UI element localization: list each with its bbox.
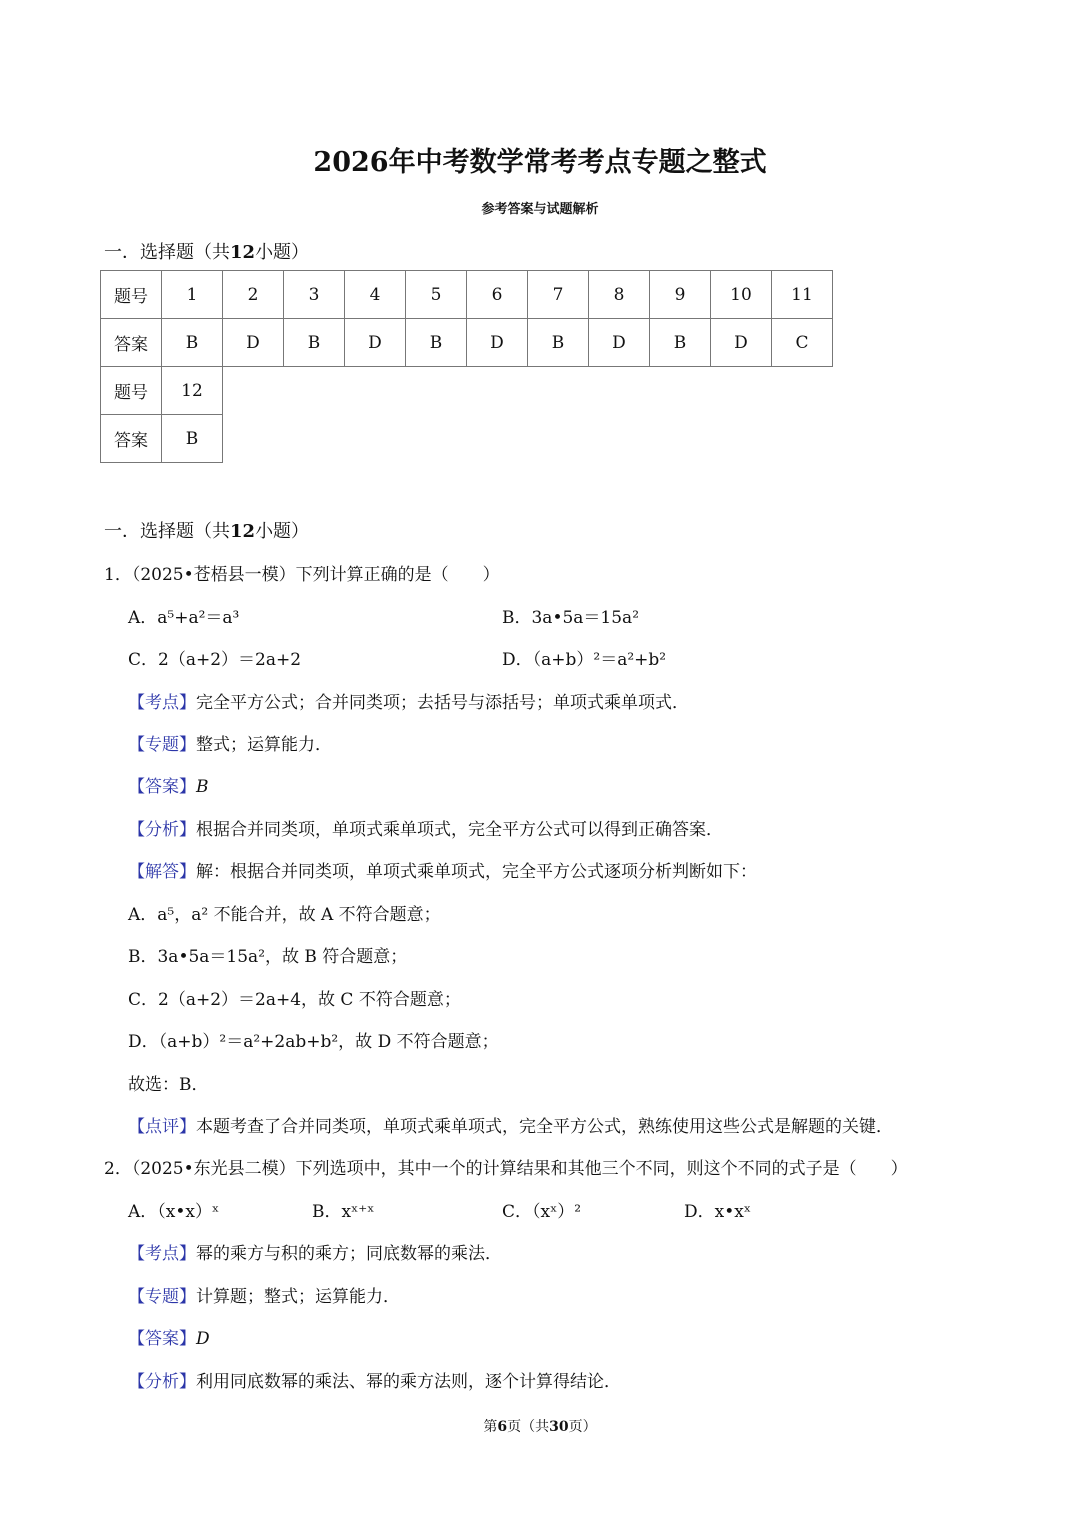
- empty-cell: [772, 367, 833, 415]
- table-cell: C: [772, 319, 833, 367]
- empty-cell: [345, 415, 406, 463]
- q2-option-c: C．（xˣ）²: [502, 1202, 582, 1222]
- q1-comment: 【点评】本题考查了合并同类项，单项式乘单项式，完全平方公式，熟练使用这些公式是解题的关键．: [128, 1117, 893, 1137]
- table-cell: D: [345, 319, 406, 367]
- q2-option-a: A．（x•x）ˣ: [128, 1202, 220, 1222]
- empty-cell: [345, 367, 406, 415]
- table-cell: B: [162, 319, 223, 367]
- page-subtitle: 参考答案与试题解析: [481, 202, 599, 217]
- row-header: 答案: [101, 415, 162, 463]
- empty-cell: [467, 415, 528, 463]
- q2-option-d: D．x•xˣ: [684, 1202, 752, 1222]
- empty-cell: [711, 367, 772, 415]
- empty-cell: [711, 415, 772, 463]
- section-heading-answers: 一．选择题（共12小题）: [104, 242, 310, 263]
- table-row: [101, 367, 833, 415]
- q1-solution: 【解答】解：根据合并同类项，单项式乘单项式，完全平方公式逐项分析判断如下：: [128, 862, 757, 882]
- section-heading-questions: 一．选择题（共12小题）: [104, 521, 310, 542]
- row-header: 题号: [101, 367, 162, 415]
- empty-cell: [528, 367, 589, 415]
- empty-cell: [467, 367, 528, 415]
- q1-option-d: D．（a+b）²＝a²+b²: [502, 650, 667, 670]
- table-cell: D: [589, 319, 650, 367]
- table-cell: D: [467, 319, 528, 367]
- table-row: [101, 415, 833, 463]
- empty-cell: [650, 415, 711, 463]
- tag-label: 【考点】: [128, 1244, 196, 1264]
- empty-cell: [223, 367, 284, 415]
- empty-cell: [589, 415, 650, 463]
- q1-conclusion: 故选：B．: [128, 1075, 209, 1095]
- table-cell: 9: [650, 271, 711, 319]
- row-header: 答案: [101, 319, 162, 367]
- q1-option-c: C．2（a+2）＝2a+2: [128, 650, 302, 670]
- q1-solution-line-a: A．a⁵，a² 不能合并，故 A 不符合题意；: [128, 905, 441, 925]
- q1-option-a: A．a⁵+a²＝a³: [128, 608, 240, 628]
- q1-analysis: 【分析】根据合并同类项，单项式乘单项式，完全平方公式可以得到正确答案．: [128, 820, 723, 840]
- empty-cell: [284, 415, 345, 463]
- q1-kaodian: 【考点】完全平方公式；合并同类项；去括号与添括号；单项式乘单项式．: [128, 693, 689, 713]
- empty-cell: [284, 367, 345, 415]
- table-cell: 3: [284, 271, 345, 319]
- table-cell: 11: [772, 271, 833, 319]
- tag-label: 【答案】: [128, 1329, 196, 1349]
- table-row: [101, 271, 833, 319]
- question-2-stem: 2．（2025•东光县二模）下列选项中，其中一个的计算结果和其他三个不同，则这个不同的式子是（ ）: [104, 1159, 908, 1179]
- tag-label: 【点评】: [128, 1117, 196, 1137]
- empty-cell: [772, 415, 833, 463]
- table-cell: D: [711, 319, 772, 367]
- table-cell: 8: [589, 271, 650, 319]
- table-cell: D: [223, 319, 284, 367]
- table-cell: 7: [528, 271, 589, 319]
- answer-table: [100, 270, 833, 463]
- table-row: [101, 319, 833, 367]
- table-cell: 1: [162, 271, 223, 319]
- table-cell: 5: [406, 271, 467, 319]
- table-cell: 2: [223, 271, 284, 319]
- empty-cell: [406, 367, 467, 415]
- q1-solution-line-b: B．3a•5a＝15a²，故 B 符合题意；: [128, 947, 408, 967]
- q2-zhuanti: 【专题】计算题；整式；运算能力．: [128, 1287, 400, 1307]
- tag-label: 【专题】: [128, 1287, 196, 1307]
- table-cell: 6: [467, 271, 528, 319]
- q1-zhuanti: 【专题】整式；运算能力．: [128, 735, 332, 755]
- page-title: 2026年中考数学常考考点专题之整式: [313, 147, 767, 178]
- row-header: 题号: [101, 271, 162, 319]
- empty-cell: [406, 415, 467, 463]
- q1-option-b: B．3a•5a＝15a²: [502, 608, 640, 628]
- q1-solution-line-c: C．2（a+2）＝2a+4，故 C 不符合题意；: [128, 990, 461, 1010]
- table-cell: B: [284, 319, 345, 367]
- q2-answer: 【答案】D: [128, 1329, 210, 1349]
- q2-kaodian: 【考点】幂的乘方与积的乘方；同底数幂的乘法．: [128, 1244, 502, 1264]
- table-cell: B: [406, 319, 467, 367]
- q2-option-b: B．xˣ⁺ˣ: [312, 1202, 375, 1222]
- tag-label: 【答案】: [128, 777, 196, 797]
- tag-label: 【考点】: [128, 693, 196, 713]
- tag-label: 【分析】: [128, 1372, 196, 1392]
- table-cell: B: [650, 319, 711, 367]
- q1-solution-line-d: D．（a+b）²＝a²+2ab+b²，故 D 不符合题意；: [128, 1032, 499, 1052]
- q1-answer: 【答案】B: [128, 777, 209, 797]
- empty-cell: [589, 367, 650, 415]
- tag-label: 【解答】: [128, 862, 196, 882]
- table-cell: 10: [711, 271, 772, 319]
- table-cell: B: [528, 319, 589, 367]
- empty-cell: [650, 367, 711, 415]
- tag-label: 【专题】: [128, 735, 196, 755]
- empty-cell: [223, 415, 284, 463]
- empty-cell: [528, 415, 589, 463]
- table-cell: 12: [162, 367, 223, 415]
- table-cell: B: [162, 415, 223, 463]
- tag-label: 【分析】: [128, 820, 196, 840]
- page-footer: 第6页（共30页）: [483, 1419, 597, 1435]
- table-cell: 4: [345, 271, 406, 319]
- question-1-stem: 1．（2025•苍梧县一模）下列计算正确的是（ ）: [104, 565, 500, 585]
- q2-analysis: 【分析】利用同底数幂的乘法、幂的乘方法则，逐个计算得结论．: [128, 1372, 621, 1392]
